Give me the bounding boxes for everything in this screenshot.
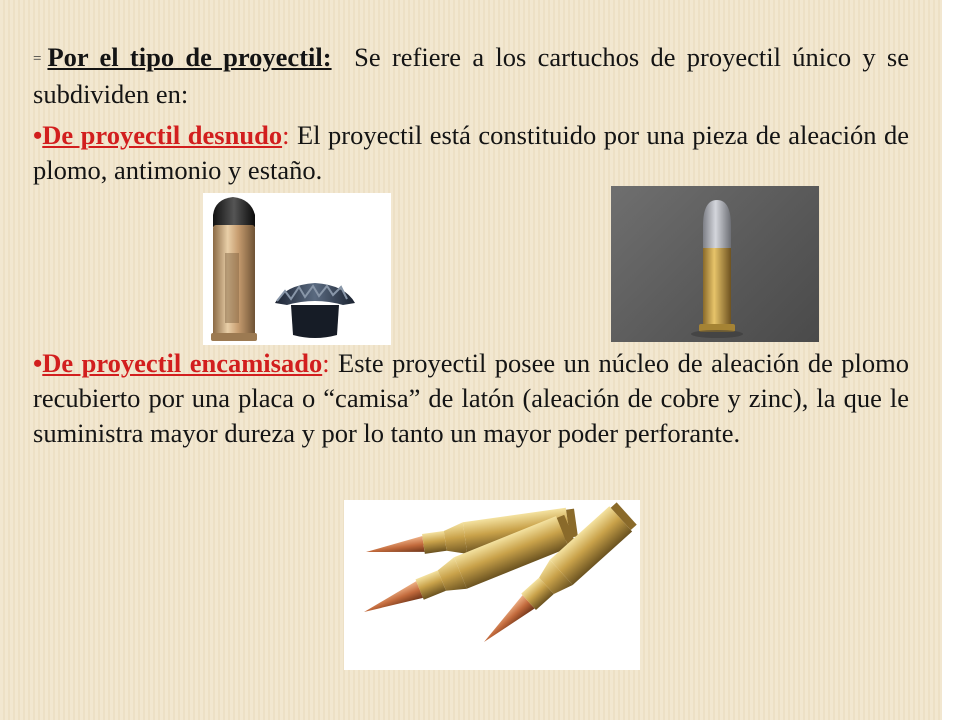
section-marker: = (33, 51, 42, 67)
bullet-marker: • (33, 120, 43, 150)
lead-bullet-cartridge-image (611, 186, 819, 342)
right-margin (942, 0, 960, 720)
bullet-marker: • (33, 348, 43, 378)
jacketed-projectile-paragraph (33, 346, 909, 451)
intro-paragraph (33, 40, 909, 112)
bare-projectile-text: El proyectil está constituido por una pieza de aleación de plomo, antimonio y estaño. (33, 120, 910, 185)
rifle-cartridges-image (344, 500, 640, 670)
heading-colon: : (282, 120, 290, 150)
jacketed-projectile-text: Este proyectil posee un núcleo de aleación de plomo recubierto por una placa o “camisa” de latón (aleación de cobre y zinc), la que le suministra mayor dureza y por lo tanto un mayor poder perforante. (33, 348, 910, 448)
bare-projectile-heading: De proyectil desnudo (42, 120, 283, 150)
section-heading: Por el tipo de proyectil: (47, 42, 332, 72)
heading-colon: : (322, 348, 330, 378)
section-text: Se refiere a los cartuchos de proyectil único y se subdividen en: (33, 42, 909, 109)
jacketed-projectile-heading: De proyectil encamisado (42, 348, 323, 378)
bare-projectile-paragraph (33, 118, 909, 188)
hollow-point-cartridge-image (203, 193, 391, 345)
